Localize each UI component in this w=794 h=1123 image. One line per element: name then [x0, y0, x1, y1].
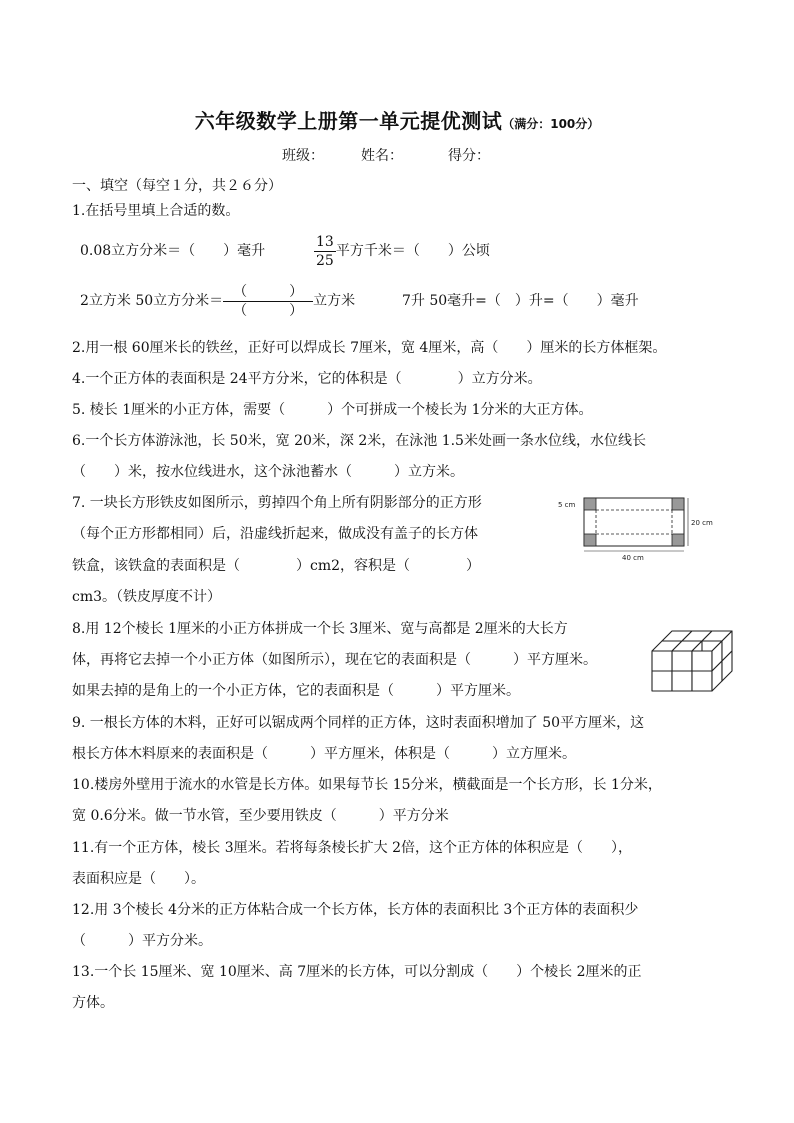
question-13-line-1: 13.一个长 15厘米、宽 10厘米、高 7厘米的长方体，可以分割成（ ）个棱长 2厘米的正	[72, 964, 642, 980]
q1-part-a: 0.08立方分米＝（ ）毫升	[80, 243, 266, 259]
question-1: 1.在括号里填上合适的数。	[72, 203, 240, 219]
question-4: 4.一个正方体的表面积是 24平方分米，它的体积是（ ）立方分米。	[72, 371, 542, 387]
fraction	[223, 283, 313, 320]
question-13-line-2: 方体。	[72, 995, 114, 1011]
question-12-line-2: （ ）平方分米。	[72, 933, 212, 949]
class-label: 班级：	[282, 148, 324, 164]
question-5: 5. 棱长 1厘米的小正方体，需要（ ）个可拼成一个棱长为 1分米的大正方体。	[72, 402, 593, 418]
section-heading: 一、填空（每空１分，共２６分）	[72, 178, 282, 194]
question-9-line-1: 9. 一根长方体的木料，正好可以锯成两个同样的正方体，这时表面积增加了 50平方厘米，这	[72, 715, 645, 731]
question-10-line-1: 10.楼房外壁用于流水的水管是长方体。如果每节长 15分米，横截面是一个长方形，长 1分米，	[72, 777, 662, 793]
question-7-line-3: 铁盒，该铁盒的表面积是（ ）cm2，容积是（ ）	[72, 558, 481, 574]
q1-part-b	[314, 231, 490, 271]
fraction	[314, 233, 336, 270]
q1-part-c-text: 2立方米 50立方分米＝	[80, 293, 224, 309]
page-title	[0, 107, 794, 138]
title-main: 六年级数学上册第一单元提优测试	[194, 109, 503, 133]
question-7-line-4: cm3。（铁皮厚度不计）	[72, 589, 222, 605]
fraction-numerator: （ ）	[223, 283, 313, 302]
fig-label-40cm: 40 cm	[622, 554, 644, 562]
score-label: 得分：	[448, 148, 490, 164]
corner-square	[672, 534, 684, 546]
q1-part-c-unit: 立方米	[313, 293, 356, 309]
question-7-line-1: 7. 一块长方形铁皮如图所示，剪掉四个角上所有阴影部分的正方形	[72, 495, 482, 511]
question-11-line-2: 表面积应是（ ）。	[72, 871, 205, 887]
question-8-line-2: 体，再将它去掉一个小正方体（如图所示），现在它的表面积是（ ）平方厘米。	[72, 652, 597, 668]
q1-part-b-text: 平方千米＝（ ）公顷	[335, 243, 490, 259]
question-8-line-1: 8.用 12个棱长 1厘米的小正方体拼成一个长 3厘米、宽与高都是 2厘米的大长方	[72, 621, 568, 637]
question-9-line-2: 根长方体木料原来的表面积是（ ）平方厘米，体积是（ ）立方厘米。	[72, 746, 576, 762]
sheet-outline	[584, 498, 684, 546]
question-6-line-1: 6.一个长方体游泳池，长 50米，宽 20米，深 2米，在泳池 1.5米处画一条水位线，水位线长	[72, 433, 646, 449]
q1-part-c	[80, 281, 355, 321]
question-12-line-1: 12.用 3个棱长 4分米的正方体粘合成一个长方体，长方体的表面积比 3个正方体的表面积少	[72, 902, 639, 918]
fraction-numerator: 13	[316, 233, 334, 250]
question-6-line-2: （ ）米，按水位线进水，这个泳池蓄水（ ）立方米。	[72, 464, 464, 480]
question-10-line-2: 宽 0.6分米。做一节水管，至少要用铁皮（ ）平方分米	[72, 808, 449, 824]
fraction-denominator: 25	[316, 252, 334, 269]
fraction-denominator: （ ）	[233, 302, 304, 319]
q1-part-d: 7升 50毫升=（ ）升=（ ）毫升	[402, 293, 639, 309]
corner-square	[584, 534, 596, 546]
sheet-figure	[548, 490, 718, 565]
name-label: 姓名：	[361, 148, 403, 164]
title-score-note: （满分：100分）	[502, 117, 600, 131]
question-2: 2.用一根 60厘米长的铁丝，正好可以焊成长 7厘米，宽 4厘米，高（ ）厘米的长方体框架。	[72, 340, 667, 356]
question-11-line-1: 11.有一个正方体，棱长 3厘米。若将每条棱长扩大 2倍，这个正方体的体积应是（ ），	[72, 840, 632, 856]
fig-label-20cm: 20 cm	[691, 519, 713, 527]
fig-label-5cm: 5 cm	[558, 501, 576, 509]
corner-square	[672, 498, 684, 510]
cube-stack-figure	[650, 622, 740, 692]
question-7-line-2: （每个正方形都相同）后，沿虚线折起来，做成没有盖子的长方体	[72, 526, 478, 542]
question-8-line-3: 如果去掉的是角上的一个小正方体，它的表面积是（ ）平方厘米。	[72, 683, 520, 699]
corner-square	[584, 498, 596, 510]
